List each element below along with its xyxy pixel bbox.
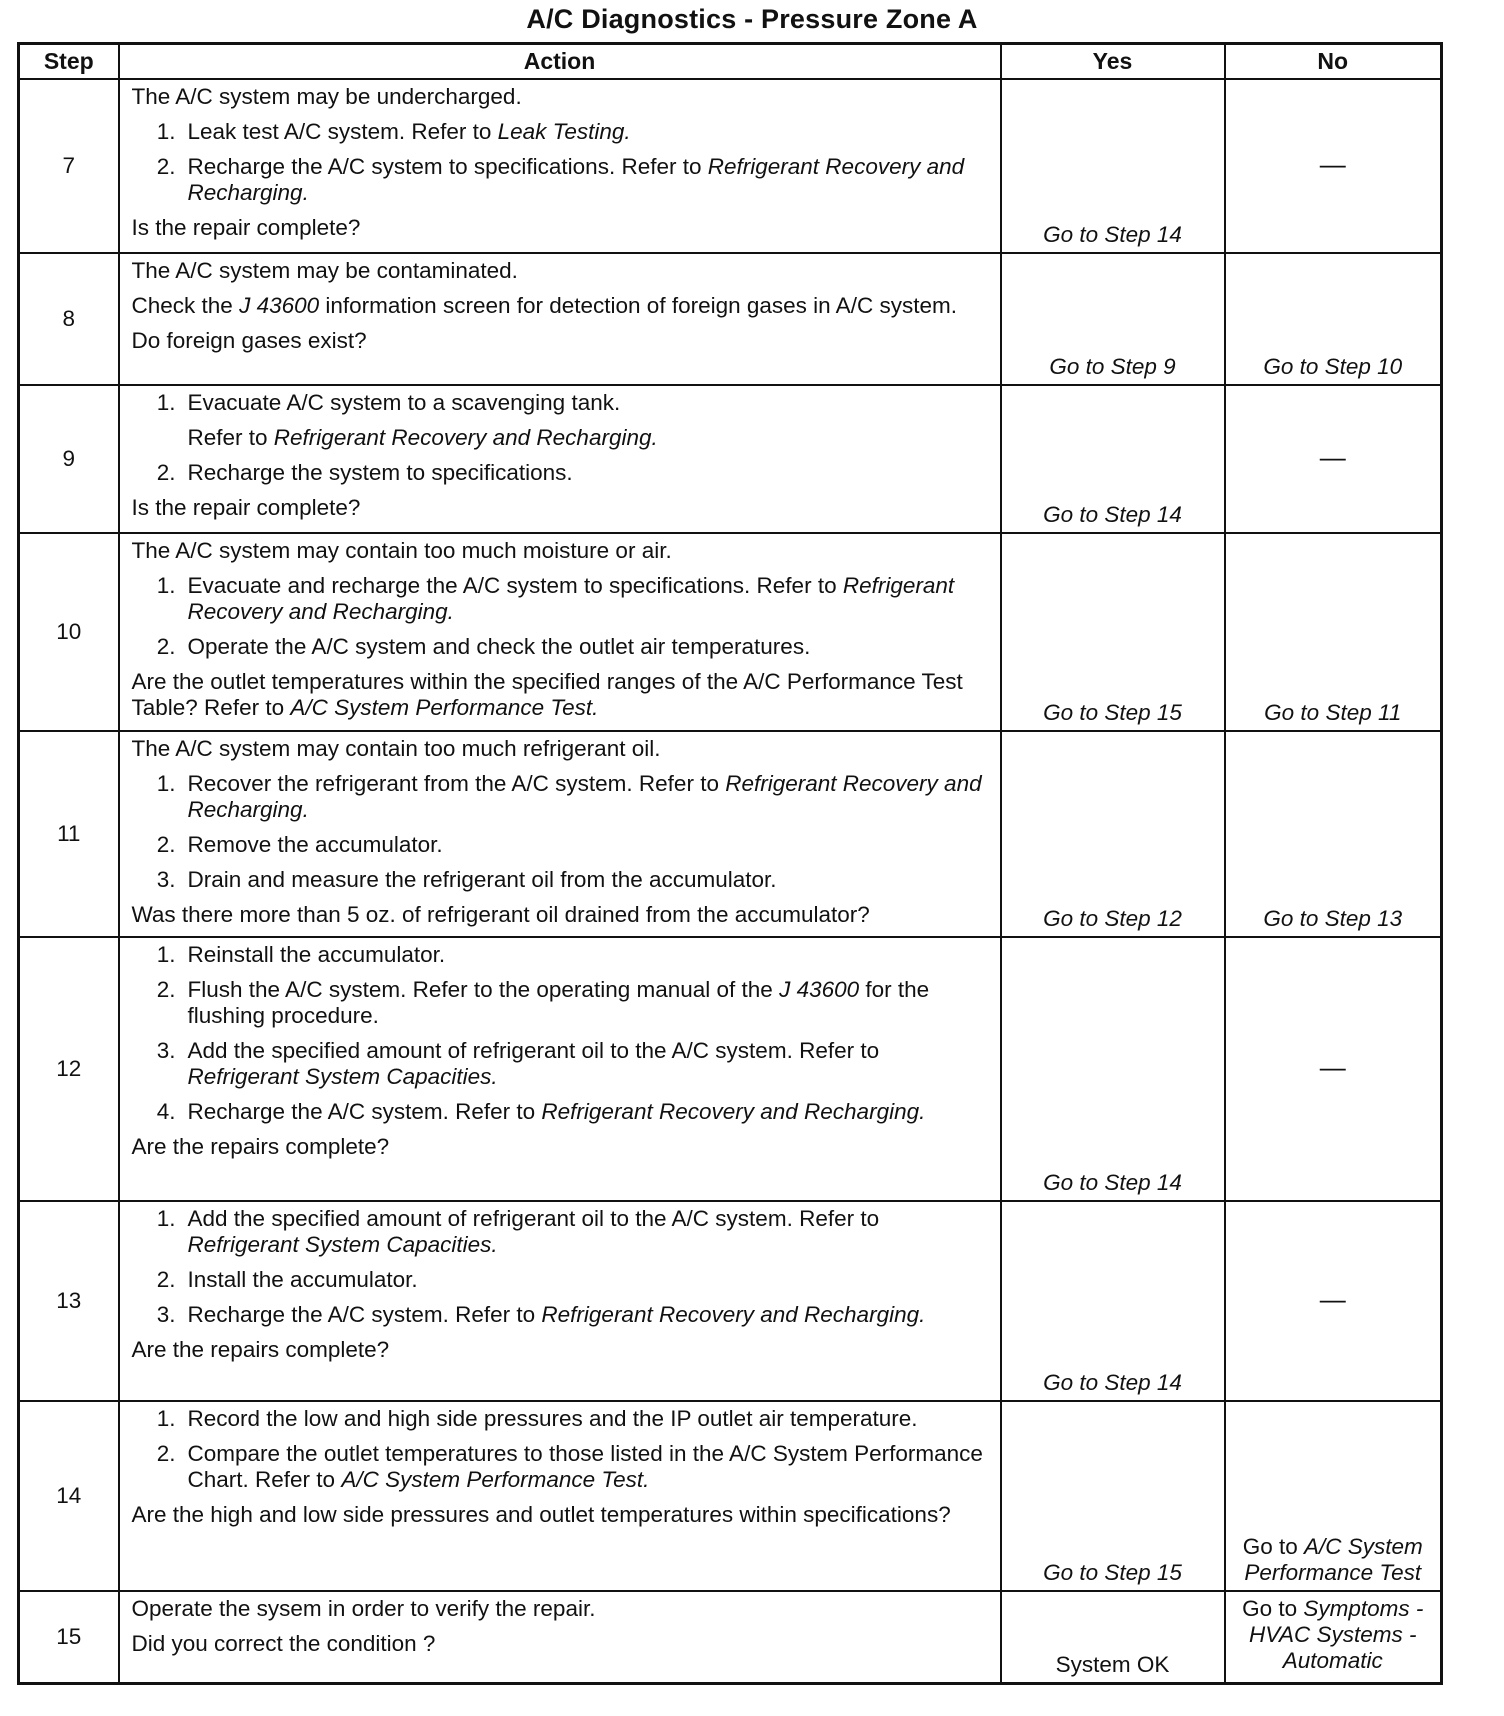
intro-text: Operate the sysem in order to verify the repair. [131,1596,596,1621]
list-item: 3. Recharge the A/C system. Refer to Refrigerant Recovery and Recharging. [156,1302,926,1327]
action-cell [119,533,1001,731]
yes-cell: Go to Step 15 [1001,1401,1225,1591]
no-cell: — [1225,385,1442,533]
yes-cell: Go to Step 12 [1001,731,1225,937]
page-title: A/C Diagnostics - Pressure Zone A [526,4,978,34]
reference-link: Leak Testing. [497,119,631,144]
list-item: 2. Remove the accumulator. [156,832,443,857]
action-cell [119,731,1001,937]
list-item: 2. Install the accumulator. [156,1267,418,1292]
reference-link: Refrigerant System Capacities. [187,1232,498,1257]
no-cell: Go to Step 13 [1225,731,1442,937]
question-text: Are the outlet temperatures within the specified ranges of the A/C Performance Test Table? Refer to A/C System Performance Test. [131,669,963,720]
reference-link: Symptoms - HVAC Systems - Automatic [1248,1596,1424,1673]
table-row [19,1401,1442,1591]
list-item: 3. Add the specified amount of refrigerant oil to the A/C system. Refer to Refrigerant System Capacities. [156,1038,880,1089]
intro-text: The A/C system may be undercharged. [131,84,522,109]
step-number: 8 [19,253,119,385]
step-number: 15 [19,1591,119,1683]
action-cell [119,1201,1001,1401]
check-text: Check the J 43600 information screen for detection of foreign gases in A/C system. [131,293,957,318]
tool-reference: J 43600 [239,293,320,318]
sub-text: Refer to Refrigerant Recovery and Recharging. [187,425,658,450]
no-cell: Go to Symptoms - HVAC Systems - Automatic [1225,1591,1442,1683]
header-step: Step [19,44,119,80]
no-cell: Go to A/C System Performance Test [1225,1401,1442,1591]
question-text: Was there more than 5 oz. of refrigerant oil drained from the accumulator? [131,902,870,927]
step-number: 7 [19,79,119,253]
reference-link: Refrigerant System Capacities. [187,1064,498,1089]
action-cell [119,1401,1001,1591]
table-row [19,937,1442,1201]
list-item: 3. Drain and measure the refrigerant oil from the accumulator. [156,867,777,892]
question-text: Are the repairs complete? [131,1337,390,1362]
reference-link: Refrigerant Recovery and Recharging. [187,771,982,822]
intro-text: The A/C system may contain too much moisture or air. [131,538,672,563]
step-number: 11 [19,731,119,937]
reference-link: Refrigerant Recovery and Recharging. [187,573,955,624]
list-item: 2. Recharge the A/C system to specifications. Refer to Refrigerant Recovery and Recharging. [156,154,965,205]
step-number: 14 [19,1401,119,1591]
reference-link: Refrigerant Recovery and Recharging. [187,154,965,205]
table-row [19,385,1442,533]
list-item: 2. Compare the outlet temperatures to those listed in the A/C System Performance Chart. Refer to A/C System Performance Test. [156,1441,983,1492]
yes-cell: Go to Step 14 [1001,937,1225,1201]
list-item: 2. Flush the A/C system. Refer to the operating manual of the J 43600 for the flushing procedure. [156,977,930,1028]
step-number: 9 [19,385,119,533]
question-text: Are the high and low side pressures and outlet temperatures within specifications? [131,1502,951,1527]
question-text: Did you correct the condition ? [131,1631,436,1656]
header-no: No [1225,44,1442,80]
list-item: 1. Evacuate A/C system to a scavenging tank. [156,390,621,415]
action-cell [119,79,1001,253]
step-number: 10 [19,533,119,731]
list-item: 1. Record the low and high side pressures and the IP outlet air temperature. [156,1406,918,1431]
no-cell: Go to Step 10 [1225,253,1442,385]
no-cell: — [1225,79,1442,253]
reference-link: Refrigerant Recovery and Recharging. [541,1099,926,1124]
list-item: 1. Evacuate and recharge the A/C system to specifications. Refer to Refrigerant Recovery and Recharging. [156,573,955,624]
list-item: 1. Reinstall the accumulator. [156,942,446,967]
reference-link: A/C System Performance Test. [290,695,599,720]
header-action: Action [119,44,1001,80]
header-row [19,44,1442,80]
diagnostics-table [17,42,1443,1685]
question-text: Are the repairs complete? [131,1134,390,1159]
action-cell [119,253,1001,385]
list-item: 1. Recover the refrigerant from the A/C system. Refer to Refrigerant Recovery and Recharging. [156,771,982,822]
header-yes: Yes [1001,44,1225,80]
table-row [19,1201,1442,1401]
reference-link: Refrigerant Recovery and Recharging. [273,425,658,450]
question-text: Do foreign gases exist? [131,328,367,353]
intro-text: The A/C system may contain too much refrigerant oil. [131,736,661,761]
reference-link: A/C System Performance Test [1244,1534,1423,1585]
question-text: Is the repair complete? [131,495,361,520]
list-item: 1. Leak test A/C system. Refer to Leak Testing. [156,119,631,144]
yes-cell: Go to Step 9 [1001,253,1225,385]
question-text: Is the repair complete? [131,215,361,240]
yes-cell: Go to Step 14 [1001,79,1225,253]
table-row [19,533,1442,731]
yes-cell: Go to Step 15 [1001,533,1225,731]
table-row [19,731,1442,937]
table-row [19,1591,1442,1683]
action-cell [119,937,1001,1201]
list-item: 2. Operate the A/C system and check the outlet air temperatures. [156,634,811,659]
yes-cell: Go to Step 14 [1001,385,1225,533]
no-cell: — [1225,1201,1442,1401]
list-item: 2. Recharge the system to specifications. [156,460,573,485]
step-number: 13 [19,1201,119,1401]
yes-cell: Go to Step 14 [1001,1201,1225,1401]
step-number: 12 [19,937,119,1201]
no-cell: Go to Step 11 [1225,533,1442,731]
reference-link: Refrigerant Recovery and Recharging. [541,1302,926,1327]
reference-link: A/C System Performance Test. [341,1467,650,1492]
yes-cell: System OK [1001,1591,1225,1683]
tool-reference: J 43600 [779,977,860,1002]
table-row [19,253,1442,385]
action-cell [119,385,1001,533]
list-item: 4. Recharge the A/C system. Refer to Refrigerant Recovery and Recharging. [156,1099,926,1124]
action-cell [119,1591,1001,1683]
table-row [19,79,1442,253]
list-item: 1. Add the specified amount of refrigerant oil to the A/C system. Refer to Refrigerant System Capacities. [156,1206,880,1257]
intro-text: The A/C system may be contaminated. [131,258,518,283]
no-cell: — [1225,937,1442,1201]
